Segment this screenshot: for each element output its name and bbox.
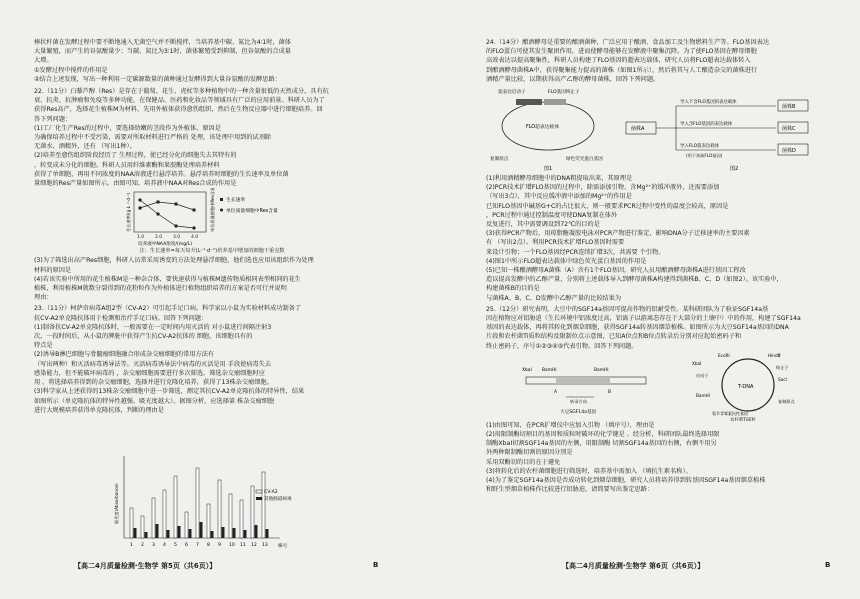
q24b-line: (2)PCR技术扩增FLO基因的过程中，除需添加引物、含Mg²⁺的缓冲液外，还需要添加	[486, 184, 720, 192]
q23-line: 如图所示（单克隆抗体的特异性越强，吸光度越大）。据图分析，应选择第 株杂交瘤细胞	[34, 397, 275, 405]
label-xba-ti: XbaⅠ	[692, 360, 702, 366]
label-b: B	[608, 389, 612, 395]
q25b-line: (1)由图可知，在PCR扩增仪中应加入引物 （填序号），理由是	[486, 421, 655, 429]
label-terminator: 终止子	[776, 364, 789, 370]
legend-growth-marker	[220, 198, 223, 201]
page-6-version: B	[825, 561, 831, 569]
q24b-line: 与菌株A、B、C、D发酵中乙醇产量的比较结果为	[486, 294, 622, 302]
bar-cva2	[229, 494, 232, 538]
q24b-line: (1)利用酒精酵母细胞中的DNA粗提取出来，其原理是	[486, 175, 633, 183]
legend-cva2-marker	[256, 490, 262, 493]
q23-line: 次，一段时间后，从小鼠的脾脏中获得产生抗CV-A2抗体的 细胞，该细胞具有的	[34, 333, 253, 341]
page-5-version: B	[373, 561, 379, 569]
figure-25-area	[486, 351, 842, 421]
strain-label: 11	[240, 543, 246, 548]
q23-line: 感染能力，但不能破坏病毒的 ，杂交瘤细胞需要进行多次筛选，筛选杂交瘤细胞时应	[34, 369, 265, 377]
page-6-column	[486, 38, 842, 495]
figure-22	[34, 188, 390, 250]
strain-labels	[130, 542, 268, 548]
bar-other	[145, 532, 148, 538]
q24b-line: (5)已知一株酿酒酵母A菌株（A）含有1个FLO基因，研究人员用酿酒酵母菌株A进行基因工程改	[486, 267, 746, 275]
legend-res-marker	[220, 209, 223, 212]
q22-line: 无菌水、酒精外，还有 （写出1种）。	[34, 143, 136, 151]
figure-22-caption: 注：生长速率=每天每升(L⁻¹·d⁻¹)培养基中增加的细胞干重克数	[139, 248, 285, 255]
chart-ticks	[137, 234, 198, 240]
q22-line: 为确保培养过程中不受污染，需要对所取材料进行严格的 处理，该处理中用到的试剂除	[34, 134, 272, 142]
q24b-line: 造以提高发酵中的乙醇产量，分别将上述载体导入到酵母菌株A构建得到菌株B、C、D（如图2）。该实验中，	[486, 276, 783, 284]
y-axis-label: 吸光度(Absorbance)	[114, 483, 119, 524]
q24b-line: (3)获得PCR产物后，用琼脂糖凝胶电泳对PCR产物进行鉴定，影响DNA分子迁移速率的主要因素	[486, 230, 750, 238]
q25b-line: 采用双酶切的目的在于避免	[486, 458, 561, 466]
fig2-step-1: 导入不含FLO基因的表达载体	[680, 100, 737, 106]
x-axis-label: 培养液中NAA浓度/(mg/L)	[138, 242, 193, 248]
bar-cva2	[152, 498, 155, 538]
label-a: A	[554, 389, 558, 395]
question-22-continued	[34, 256, 390, 302]
q25b-line: (2)用限制酶切割目的基因和质粒时破坏的化学键是 。经分析，科研团队最终选择用限	[486, 431, 720, 439]
fig1-label-vector: FLO超表达载体	[526, 125, 560, 131]
q22-line: 量细胞的Res产量如图所示。由图可知，培养液中NAA对Res合成的作用是	[34, 180, 237, 188]
bar-other	[255, 525, 258, 538]
q23-line: （写出两种）和灭活病毒诱导法等。灭活病毒诱导法中病毒的灭活是用 手段使病毒失去	[34, 360, 272, 368]
label-promoter: 启动子	[696, 372, 709, 378]
terminator-block	[544, 99, 566, 105]
q22-line: (1)工厂化生产Res的过程中，要选择幼嫩的茎段作为外植体，原因是	[34, 124, 221, 132]
intro-line: 棒状杆菌在发酵过程中要不断地通入无菌空气并不断搅拌，当培养基中碳、氮比为4∶1时，菌体	[34, 39, 291, 46]
bar-other	[244, 530, 247, 538]
q24-line: 24.（14分）酿酒酵母是重要的酿酒菌种，广泛应用于酿酒、食品加工及生物燃料生产等。FLO基因表达	[486, 39, 770, 46]
fig1-label-ori: 复制原点	[490, 157, 509, 163]
label-hind: HindⅢ	[768, 352, 781, 358]
intro-line: ①发酵过程中搅拌的作用是	[34, 66, 108, 74]
intro-block	[34, 38, 390, 84]
fig2-note: (用于获取FLO基因)	[686, 153, 723, 159]
svg-text:1.0: 1.0	[137, 235, 145, 241]
q22-line: 衰、抗炎、抗肿瘤和免疫等多种功能，在保健品、医药和化妆品等领域具有广泛的应用前景。科研人员为了	[34, 97, 325, 105]
q24b-line: 已知FLO基因中碱基G+C的占比很大，则一般要求PCR过程中变性的温度会较高，原因是	[486, 202, 729, 210]
q24b-line: 构建菌株B的目的是	[486, 285, 540, 293]
label-bam2: BamHⅠ	[594, 367, 609, 373]
fig2-strain-a: 菌株A	[631, 126, 645, 133]
strain-label: 13	[262, 543, 268, 548]
question-24-continued	[486, 174, 842, 303]
bar-cva2	[130, 508, 133, 538]
bar-cva2	[207, 504, 210, 538]
q22b-line: 植株，利用植株M就数分裂得到的花粉粒作为外植体进行植物组织培养的方案是否可行并说明	[34, 285, 287, 293]
legend-cva2: CV-A2	[264, 490, 278, 495]
bar-other	[266, 529, 269, 538]
q23-line: 进行大规模培养获得单克隆抗体，判断的理由是	[34, 406, 164, 414]
label-xba: XbaⅠ	[522, 367, 532, 373]
strain-label: 12	[251, 543, 257, 548]
question-23	[34, 304, 390, 414]
q22-line: 答下列问题：	[34, 115, 72, 123]
bar-cva2	[240, 500, 243, 538]
bar-other	[222, 527, 225, 538]
q22-line: 22.（11分）白藜芦醇（Res）是存在于葡萄、花生、虎杖等多种植物中的一种含量很低的天然成分，具有抗	[34, 88, 329, 96]
strain-label: 9	[218, 543, 221, 548]
q23-line: 23.（11分）柯萨奇病毒A组2型（CV-A2）可引起手足口病。科学家以小鼠为实验材料成功制备了	[34, 305, 302, 313]
chart-frame	[134, 192, 206, 232]
q23-line: (3)科学家从上述获得的13株杂交瘤细胞中进一步筛选，测定其抗CV-A2单克隆抗体的特异性，结果	[34, 388, 305, 396]
strain-label: 2	[141, 543, 144, 548]
figure-23	[110, 452, 310, 556]
svg-text:2.0: 2.0	[155, 235, 163, 241]
q22b-line: 材料的原因是	[34, 266, 72, 274]
page-6-footer: 【高二4月质量检测·生物学 第6页（共6页）】	[562, 562, 705, 570]
bar-other	[233, 528, 236, 538]
intro-line: ②结合上述发现，写出一种利用一定碳源数量的菌种通过发酵得到大量谷氨酸的发酵思路：	[34, 75, 281, 83]
label-eco: EcoRⅠ	[718, 352, 730, 358]
q24-line: 高效表达以提高聚集性，科研人员构建了FLO基因的超表达载体，研究人员将FLO超表达载体转入	[486, 57, 751, 65]
fig2-strain-b: 菌株B	[782, 104, 796, 111]
bar-cva2	[196, 468, 199, 538]
bar-cva2	[163, 490, 166, 538]
bar-other	[134, 528, 137, 538]
question-22	[34, 87, 390, 188]
q22b-line: 理由：	[34, 294, 53, 302]
strain-label: 1	[130, 543, 133, 548]
q23-line: 用 ，将选择培养得到的杂交瘤细胞，选择并进行克隆化培养，获得了13株杂交瘤细胞。	[34, 379, 273, 387]
q23-line: 特点是	[34, 342, 53, 350]
figure-24-area	[486, 84, 842, 174]
label-direction: 转录方向	[570, 398, 587, 404]
bar-cva2	[174, 476, 177, 538]
vector-figures	[486, 84, 842, 174]
q24b-line: (4)图1中所示FLO超表达载体中绿色荧光蛋白基因的作用是	[486, 257, 647, 265]
fig2-strain-c: 菌株C	[782, 126, 796, 133]
q24-line: 到酿酒酵母菌株A中，获得聚集能力提高的菌株（如图1所示），然后将其与人工酿造杂交的菌株进行	[486, 66, 758, 74]
legend-other-marker	[256, 497, 262, 500]
legend-growth: 生长速率	[226, 198, 246, 204]
bar-other	[200, 522, 203, 538]
q23-line: 抗CV-A2单克隆抗体用于检测和治疗手足口病。回答下列问题：	[34, 314, 208, 322]
fig2-step-3: 导入FLO超表达载体	[680, 144, 720, 150]
sgf14a-region	[556, 377, 610, 384]
q25-line: 终止密码子，序号①②③④⑤代表引物。回答下列问题。	[486, 342, 638, 350]
fig2-caption: 图2	[730, 166, 739, 173]
label-bam1: BamHⅠ	[542, 367, 557, 373]
label-ori: 复制原点	[778, 398, 795, 404]
question-24	[486, 38, 842, 84]
page-5-footer: 【高二4月质量检测·生物学 第5页（共6页）】	[74, 562, 217, 570]
q25b-line: 制酶XbaⅠ切割SGF14a基因的左侧，用限制酶 切割SGF14a基因的右侧，右侧不用另	[486, 440, 717, 448]
q22-line: ，转变成未分化的细胞。科研人员用纤维素酶和果胶酶处理培养材料	[34, 161, 220, 169]
legend-other: 其他肠道病毒	[264, 497, 292, 502]
q24b-line: （写出3点），其中反应缓冲液中添加的Mg²⁺的作用是	[486, 193, 632, 201]
q25b-line: (3)将转化后的农杆菌细胞进行筛选时，培养基中需加入 （填抗生素名称）。	[486, 467, 692, 475]
q24b-line: 来设计引物；一个FLO基因经PCR连续扩增3次，共需要 个引物。	[486, 248, 665, 256]
q23-line: (1)制备抗CV-A2单克隆抗体时，一般需要在一定时间内用灭活的 对小鼠进行间隔注射3	[34, 323, 272, 331]
q24b-line: ，PCR过程中通过控制温度可使DNA复制在体外	[486, 211, 618, 219]
bar-cva2	[141, 516, 144, 538]
y-axis-right-label: 单位质量细胞中Res含量	[210, 188, 215, 233]
bar-cva2	[185, 512, 188, 538]
fig1-label-gfp: 绿色荧光蛋白基因	[566, 157, 603, 163]
fig1-label-terminator: FLO基因终止子	[548, 90, 580, 96]
svg-text:4.0: 4.0	[191, 235, 199, 241]
gene-plasmid-figure	[486, 351, 842, 421]
bar-other	[167, 530, 170, 538]
q22b-line: (3)为了筛选出高产Res细胞，科研人员常采用诱变的方法处理悬浮细胞，他们选也应用该组织作为处理	[34, 257, 314, 265]
label-sac: SacⅠ	[778, 376, 787, 382]
label-ti: 农杆菌Ti质粒	[730, 417, 756, 421]
q25b-line: 和野生型烟草植株作比较进行铝胁迫，请简要写出鉴定思路：	[486, 486, 654, 494]
page-5-column	[34, 38, 390, 415]
q24-line: 酒精产量比较，以期获得高产乙醇的酵母菌株，回答下列问题。	[486, 75, 660, 83]
label-gene: 大豆SGF14a基因	[560, 409, 597, 415]
svg-text:3.0: 3.0	[173, 235, 181, 241]
strain-label: 8	[207, 543, 210, 548]
absorbance-bars	[130, 468, 269, 538]
intro-line: 大增。	[34, 57, 53, 65]
q24b-line: 有 （写出2点）。利用PCR技术扩增FLO基因时需要	[486, 239, 625, 247]
strain-label: 10	[229, 543, 235, 548]
strain-label: 7	[196, 543, 199, 548]
res-line	[140, 200, 194, 228]
intro-line: 大量繁殖，而产生的谷氨酸量少；当碳、氮比为3∶1时，菌体繁殖受到抑制，但谷氨酸的合成量	[34, 48, 291, 56]
q22b-line: (4)若该实验中所用的花生植株M是一种杂合体，要快速获得与植株M遗传物质相同表型相同的花生	[34, 275, 301, 283]
strain-label: 4	[163, 543, 166, 548]
q24-line: 的FLO蛋白可使其发生聚团作用，进而使酵母能够在发酵液中聚集沉降。为了使FLO基因在酵母细胞	[486, 48, 757, 56]
bar-other	[211, 531, 214, 538]
question-25-continued	[486, 421, 842, 495]
bar-cva2	[251, 486, 254, 538]
label-amp: 氨苄青霉素抗性基因	[712, 410, 748, 416]
growth-res-chart	[34, 188, 390, 250]
strain-label: 5	[174, 543, 177, 548]
q22-line: 获得了单细胞，再用不同浓度的NAA溶液进行悬浮培养。悬浮培养时细胞的生长速率及单位菌	[34, 170, 289, 178]
bar-other	[156, 524, 159, 538]
y-axis-left-label: 生长速率/(g·L⁻¹·d⁻¹)	[126, 192, 131, 233]
bar-other	[189, 529, 192, 538]
label-bam-ti: BamHⅠ	[696, 392, 710, 398]
question-25	[486, 305, 842, 351]
q25b-line: 外两种限制酶切割的原因分别是	[486, 449, 573, 457]
label-tdna: T-DNA	[738, 383, 754, 390]
q22-line: 获得Res高产，选择花生植株M为材料，先用外植体获得愈伤组织，然后在生物反应器中进行细胞培养。回	[34, 106, 323, 114]
bar-cva2	[218, 480, 221, 538]
bar-cva2	[262, 472, 265, 538]
absorbance-chart	[110, 452, 310, 552]
x-axis-suffix: 株号	[278, 544, 288, 549]
q22-line: (2)培养至愈伤组织阶段经历了 生理过程，使已经分化的细胞失去其特有的	[34, 152, 237, 160]
promoter-block	[516, 99, 542, 105]
fig2-strain-d: 菌株D	[782, 148, 796, 155]
fig1-label-promoter: 超表达启动子	[498, 90, 526, 96]
q25-line: 25.（12分）研究表明，大豆中的SGF14a基因可提高作物的铝耐受性。某科研团队为了验证SGF14a基	[486, 305, 769, 313]
strain-label: 3	[152, 543, 155, 548]
q25-line: 片段和农杆菌Ti质粒结构及限制位点示意图，已知A位点和B位点转录后分别对应起始密码子和	[486, 333, 742, 341]
fig1-caption: 图1	[544, 166, 553, 173]
fig2-step-2: 导入含FLO基因的表达载体	[680, 122, 733, 128]
legend-res: 单位质量细胞中Res含量	[226, 209, 278, 215]
bar-other	[178, 526, 181, 538]
q23-line: (2)诱导B淋巴细胞与骨髓瘤细胞融合形成杂交瘤细胞的常用方法有	[34, 351, 215, 359]
q25-line: 因在植物应对铝胁迫（生长环境中铝浓度过高，铝离子以游离态存在于大部分的土壤中）中的作用，构建了SGF14a	[486, 315, 801, 323]
strain-label: 6	[185, 543, 188, 548]
q24b-line: 反复进行，其中需要调设到72℃的目的是	[486, 221, 600, 229]
q25-line: 基因的表达载体，再将其转化到烟草细胞，获得SGF14a转基因烟草植株。如图所示为大豆SGF14a基因的DNA	[486, 324, 789, 332]
q25b-line: (4)为了鉴定SGF14a基因是否成功转化到烟草细胞，研究人员将培养得到转基因SGF14a基因烟草植株	[486, 477, 766, 485]
